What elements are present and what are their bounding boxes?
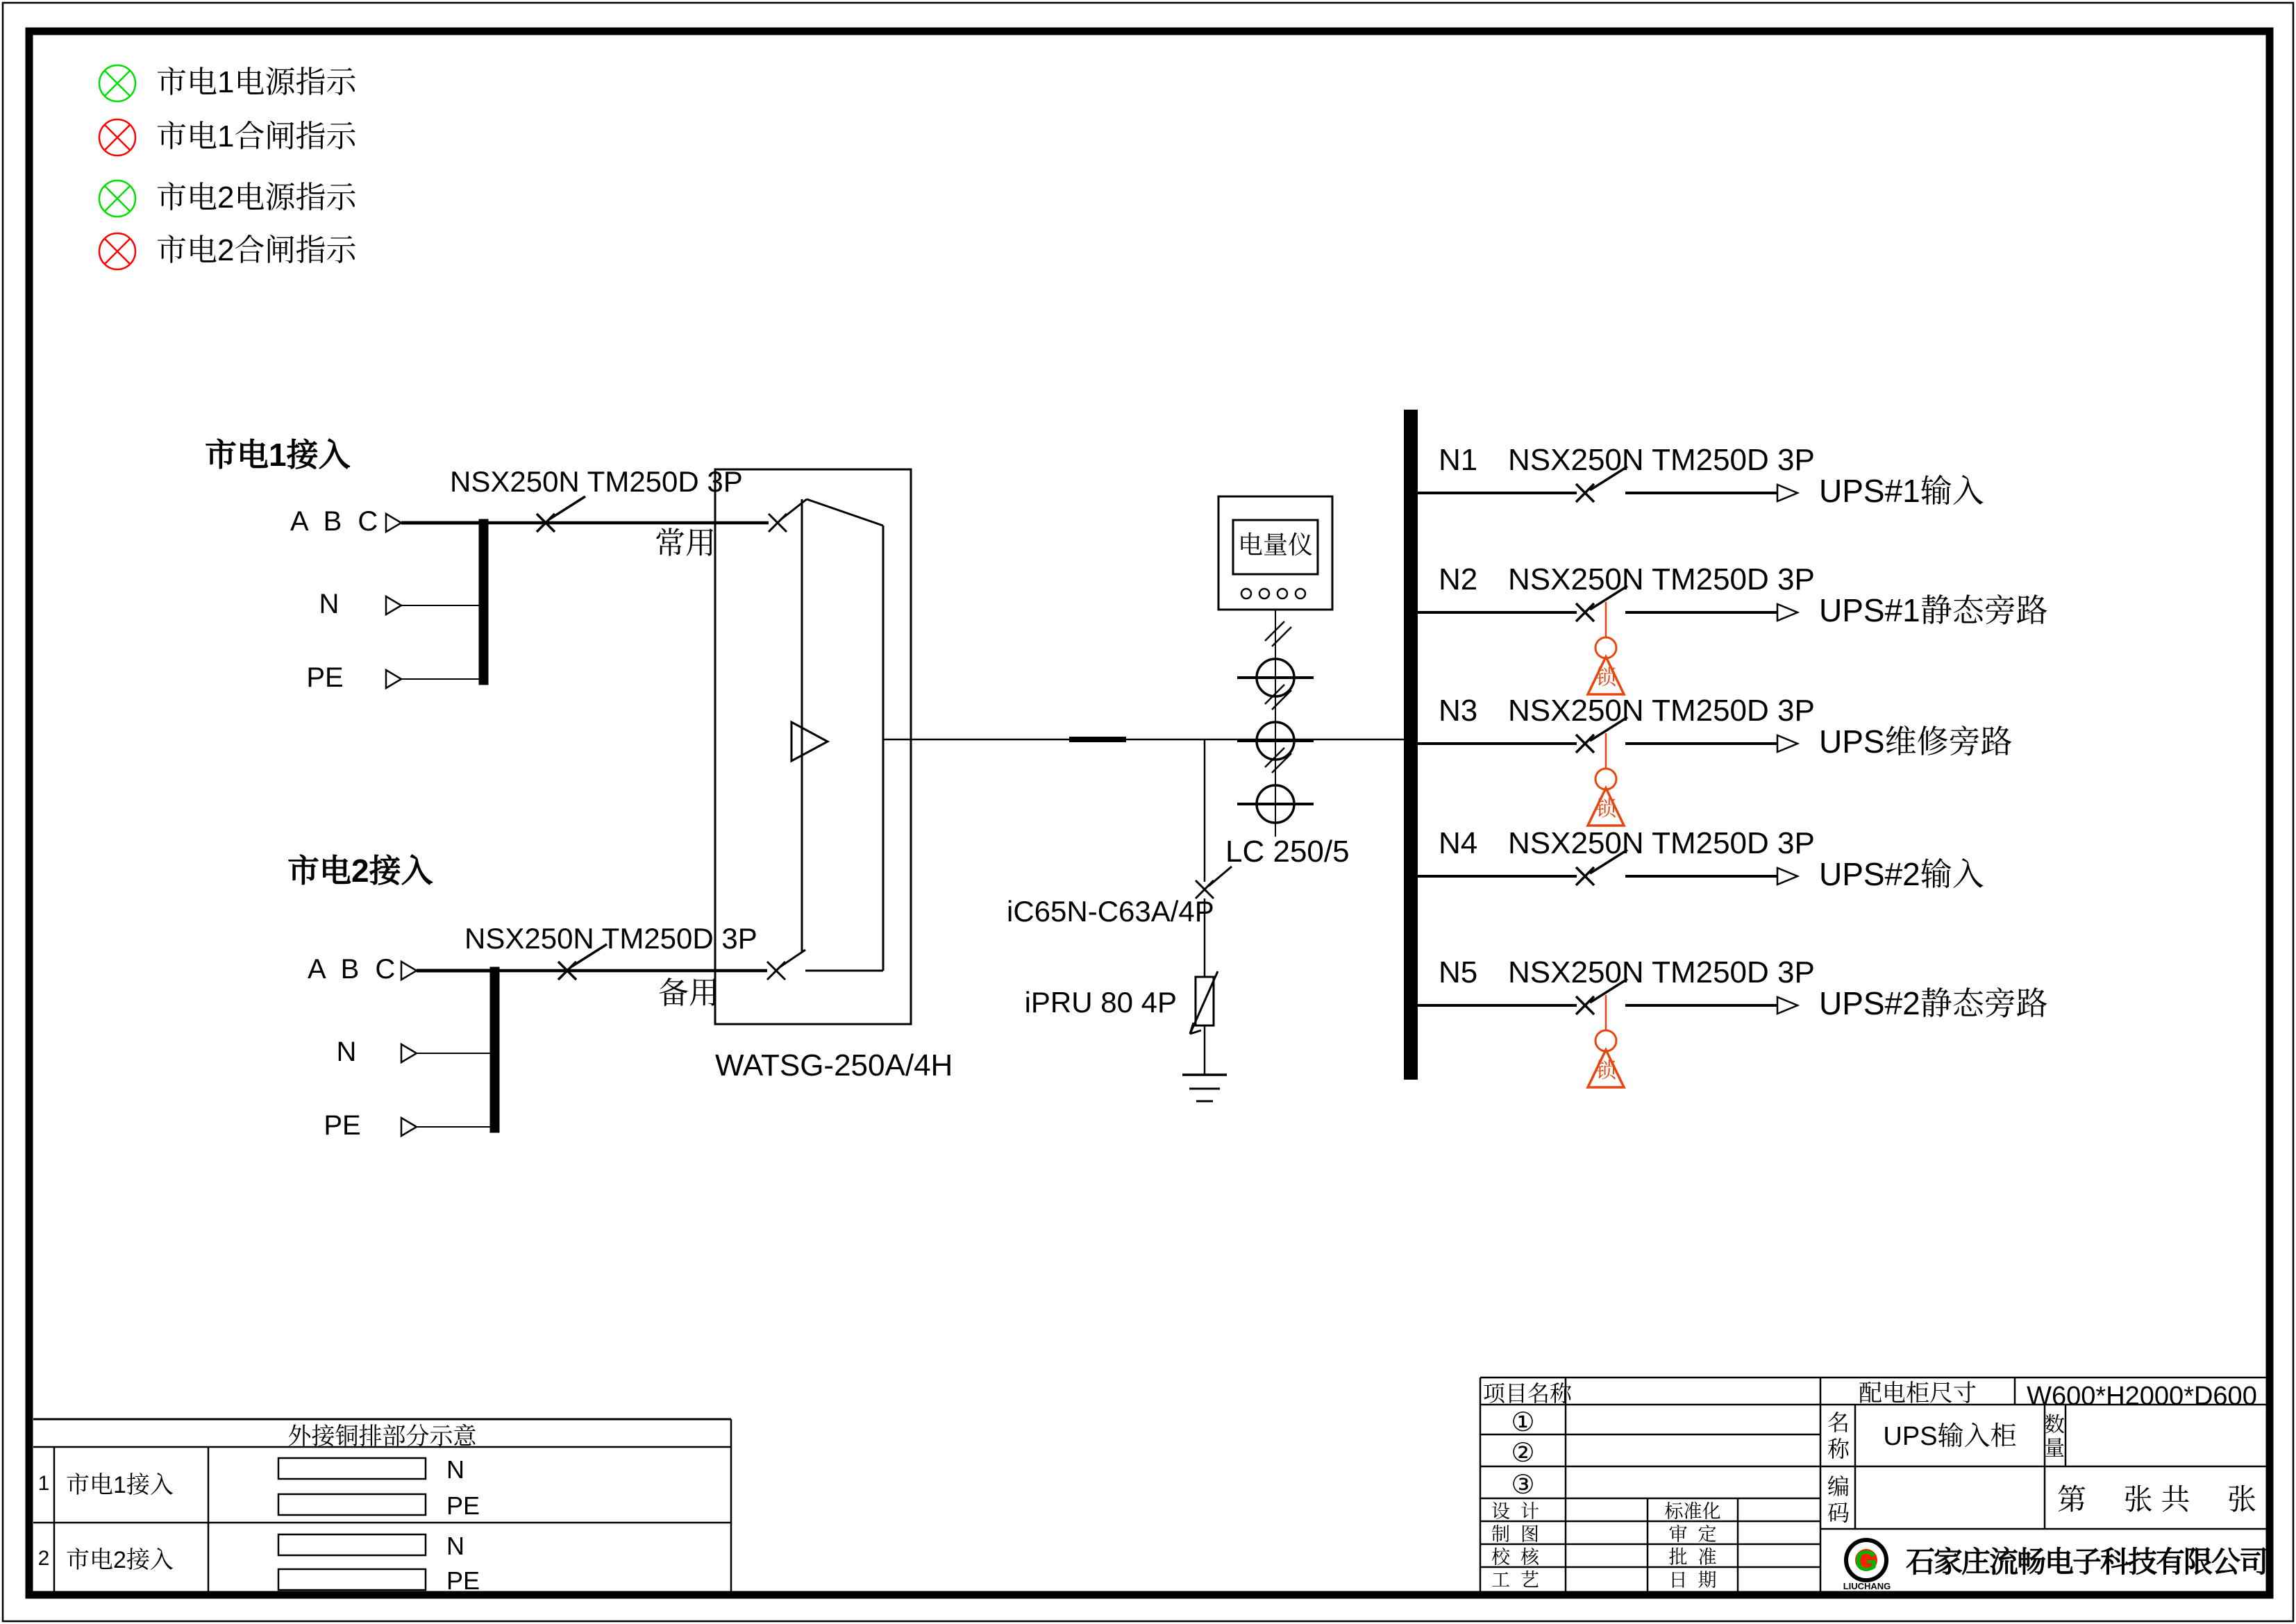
copper-row1-bar-pe-label: PE [446, 1491, 480, 1520]
copper-bar-2pe [278, 1569, 426, 1590]
checked-label: 校 核 [1491, 1547, 1540, 1568]
legend-label-1: 市电1电源指示 [156, 65, 357, 99]
mains1-pe-terminal-icon [386, 670, 401, 688]
mains1-abc-terminal-icon [386, 514, 401, 532]
spd-device-label: iPRU 80 4P [1024, 986, 1177, 1019]
mains2-n-terminal-icon [401, 1044, 417, 1062]
mains2-busbar [490, 967, 499, 1132]
ats-mechanism-icon [791, 722, 828, 761]
mains1-title: 市电1接入 [205, 437, 351, 473]
ats-switch-standby-icon [767, 950, 805, 980]
lamp-mains2-power-icon [99, 181, 135, 217]
feeder-n4-breaker-label: NSX250N TM250D 3P [1508, 826, 1815, 860]
mains1-busbar [479, 519, 488, 685]
mains1-phases-label: A B C [290, 506, 383, 537]
approved-label: 审 定 [1668, 1524, 1717, 1545]
mains2-neutral-label: N [336, 1037, 357, 1067]
cabinet-name-value: UPS输入柜 [1883, 1422, 2017, 1451]
date-label: 日 期 [1668, 1570, 1717, 1591]
meter-name-label: 电量仪 [1237, 530, 1313, 559]
feeder-n1-id: N1 [1439, 443, 1478, 477]
code-label: 编码 [1827, 1474, 1850, 1525]
lamp-mains1-power-icon [99, 65, 135, 101]
mains1-breaker-label: NSX250N TM250D 3P [450, 465, 743, 498]
mains1-neutral-label: N [319, 589, 340, 619]
company-name: 石家庄流畅电子科技有限公司 [1906, 1546, 2268, 1578]
svg-text:G: G [1854, 1544, 1878, 1577]
feeder-n2-id: N2 [1439, 562, 1478, 596]
feeder-n3-lock-label: 锁 [1595, 798, 1616, 821]
mains2-title: 市电2接入 [287, 853, 433, 889]
feeder-n1-breaker-label: NSX250N TM250D 3P [1508, 443, 1815, 477]
mains2-abc-terminal-icon [401, 962, 417, 980]
cabinet-size-value: W600*H2000*D600 [2027, 1382, 2257, 1411]
ats-model-label: WATSG-250A/4H [715, 1048, 953, 1082]
feeder-n1-arrow-icon [1777, 485, 1798, 501]
inner-border [29, 31, 2270, 1595]
legend-label-4: 市电2合闸指示 [156, 233, 357, 267]
copper-row1-bar-n-label: N [446, 1455, 464, 1484]
design-label: 设 计 [1491, 1501, 1540, 1522]
copper-table-title: 外接铜排部分示意 [287, 1423, 477, 1450]
mains2-pe-terminal-icon [401, 1118, 417, 1136]
feeder-n5-breaker-label: NSX250N TM250D 3P [1508, 955, 1815, 989]
mains2-phases-label: A B C [308, 954, 400, 985]
feeder-n5-arrow-icon [1777, 997, 1798, 1014]
spd-breaker-icon [1196, 867, 1232, 898]
copper-row1-name: 市电1接入 [66, 1472, 174, 1498]
mains1-n-terminal-icon [386, 596, 401, 614]
item1-label: ① [1511, 1408, 1535, 1437]
feeder-n3-breaker-label: NSX250N TM250D 3P [1508, 694, 1815, 728]
copper-row2-name: 市电2接入 [66, 1547, 174, 1573]
copper-bar-1n [278, 1458, 426, 1479]
main-line-bold-segment [1069, 737, 1126, 742]
standard-label: 标准化 [1664, 1501, 1721, 1522]
feeder-n5-lock-label: 锁 [1595, 1060, 1616, 1082]
feeder-n4-arrow-icon [1777, 868, 1798, 885]
lamp-mains2-closed-icon [99, 233, 135, 269]
feeder-n2-lock-label: 锁 [1595, 667, 1616, 689]
mains1-pe-label: PE [306, 662, 344, 693]
feeder-n1-load-label: UPS#1输入 [1819, 473, 1984, 509]
mains2-mode-label: 备用 [658, 976, 719, 1010]
ground-icon [1182, 1075, 1227, 1101]
legend-label-3: 市电2电源指示 [156, 181, 357, 215]
mains1-mode-label: 常用 [655, 526, 716, 560]
company-logo-text: LIUCHANG [1843, 1581, 1891, 1591]
copper-bar-1pe [278, 1494, 426, 1515]
ct-ratio-label: LC 250/5 [1225, 835, 1350, 869]
mains1-breaker-icon [537, 496, 585, 532]
process-label: 工 艺 [1491, 1570, 1540, 1591]
feeder-n5-id: N5 [1439, 955, 1478, 989]
mains2-pe-label: PE [324, 1110, 361, 1141]
company-logo-icon [1846, 1540, 1886, 1580]
copper-row2-no: 2 [37, 1547, 50, 1570]
qty-label: 数量 [2044, 1414, 2065, 1460]
copper-bar-2n [278, 1534, 426, 1555]
feeder-n4-load-label: UPS#2输入 [1819, 856, 1984, 892]
mains2-breaker-label: NSX250N TM250D 3P [464, 922, 757, 955]
sheet-number-label: 第 张 共 张 [2056, 1483, 2256, 1516]
feeder-n4-id: N4 [1439, 826, 1478, 860]
legend-label-2: 市电1合闸指示 [156, 119, 357, 153]
feeder-n2-arrow-icon [1777, 604, 1798, 621]
name-label: 名称 [1827, 1410, 1850, 1462]
mains2-circuit [401, 944, 767, 1136]
cabinet-size-label: 配电柜尺寸 [1859, 1380, 1977, 1407]
lamp-mains1-closed-icon [99, 119, 135, 156]
feeder-n5-load-label: UPS#2静态旁路 [1819, 985, 2048, 1021]
main-busbar [1404, 410, 1418, 1080]
copper-row1-no: 1 [37, 1472, 50, 1495]
feeder-n3-arrow-icon [1777, 735, 1798, 752]
copper-row2-bar-n-label: N [446, 1532, 464, 1560]
feeder-n3-load-label: UPS维修旁路 [1819, 723, 2013, 760]
spd-device-icon [1190, 971, 1218, 1034]
item3-label: ③ [1511, 1471, 1535, 1500]
feeder-n2-breaker-label: NSX250N TM250D 3P [1508, 562, 1815, 596]
item2-label: ② [1511, 1439, 1535, 1468]
mains1-circuit [386, 496, 769, 688]
feeder-n2-load-label: UPS#1静态旁路 [1819, 592, 2048, 628]
spd-breaker-label: iC65N-C63A/4P [1007, 895, 1214, 928]
copper-row2-bar-pe-label: PE [446, 1566, 480, 1595]
feeder-n3-id: N3 [1439, 694, 1478, 728]
drawn-label: 制 图 [1491, 1524, 1540, 1545]
ratified-label: 批 准 [1668, 1547, 1717, 1568]
project-name-label: 项目名称 [1483, 1381, 1573, 1406]
